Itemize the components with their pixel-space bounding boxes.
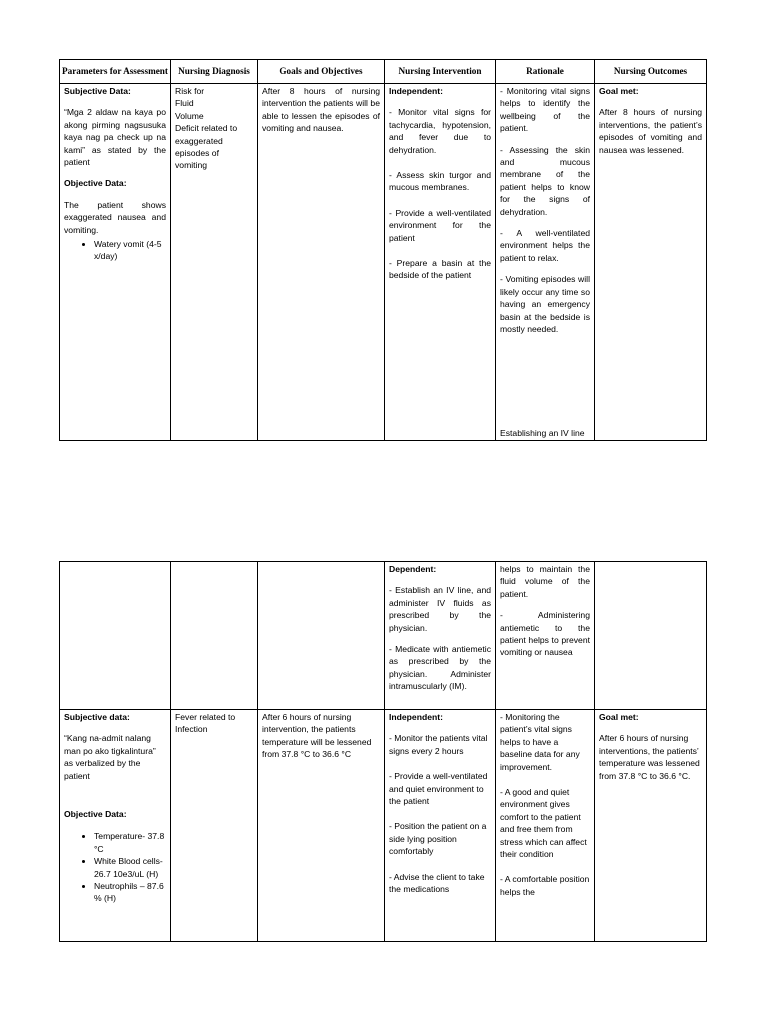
objective-bullet: • White Blood cells- 26.7 10e3/uL (H) [94, 855, 166, 880]
outcome-label: Goal met: [599, 712, 639, 722]
rationale-item: - Vomiting episodes will likely occur any time so having an emergency basin at the bedside is mostly needed. [500, 274, 590, 334]
intervention-cell [385, 84, 496, 441]
assessment-cell [60, 84, 171, 441]
outcome-text: After 6 hours of nursing interventions, the patients’ temperature was lessened from 37.8 °C to 36.6 °C. [599, 733, 700, 781]
empty-cell [258, 562, 385, 710]
objective-label: Objective Data: [64, 809, 127, 820]
outcome-label: Goal met: [599, 86, 639, 96]
rationale-item: - A good and quiet environment gives comfort to the patient and free them from stress which can affect their condition [500, 787, 587, 860]
intervention-label: Independent: [389, 86, 443, 96]
outcome-text: After 8 hours of nursing interventions, the patient’s episodes of vomiting and nausea was lessened. [599, 107, 702, 155]
care-plan-table-1 [59, 59, 707, 441]
rationale-cell [496, 710, 595, 942]
diagnosis-line: Volume [175, 110, 204, 121]
header-diagnosis: Nursing Diagnosis [171, 60, 258, 84]
diagnosis-line: Fluid [175, 98, 194, 109]
diagnosis-cell [171, 84, 258, 441]
header-rationale: Rationale [496, 60, 595, 84]
intervention-item: - Provide a well-ventilated and quiet environment to the patient [389, 771, 488, 807]
rationale-item: - Monitoring vital signs helps to identify the wellbeing of the patient. [500, 86, 590, 134]
outcome-cell [595, 710, 707, 942]
intervention-item: - Position the patient on a side lying position comfortably [389, 821, 487, 857]
goals-cell: After 6 hours of nursing intervention, the patients temperature will be lessened from 37.8 °C to 36.6 °C [258, 710, 385, 942]
table-row [60, 562, 707, 710]
rationale-item: - Monitoring the patient’s vital signs helps to have a baseline data for any improvement. [500, 712, 580, 772]
intervention-item: - Monitor the patients vital signs every 2 hours [389, 733, 488, 756]
rationale-item: - A well-ventilated environment helps the patient to relax. [500, 228, 590, 263]
objective-label: Objective Data: [64, 178, 127, 189]
intervention-item: - Provide a well-ventilated environment for the patient [389, 207, 491, 243]
dependent-cell [385, 562, 496, 710]
rationale-item: - Assessing the skin and mucous membrane of the patient helps to know for the signs of dehydration. [500, 144, 590, 217]
header-row [60, 60, 707, 84]
objective-bullet: • Watery vomit (4-5 x/day) [94, 238, 166, 263]
header-parameters: Parameters for Assessment [60, 60, 171, 84]
rationale-tail: Establishing an IV line [500, 427, 585, 438]
intervention-item: - Prepare a basin at the bedside of the patient [389, 258, 491, 281]
diagnosis-line: Deficit related to [175, 123, 238, 134]
assessment-cell [60, 710, 171, 942]
intervention-item: - Advise the client to take the medications [389, 871, 485, 895]
goals-cell: After 8 hours of nursing intervention the patients will be able to lessen the episodes of vomiting and nausea. [258, 84, 385, 441]
intervention-item: - Monitor vital signs for tachycardia, hypotension, and fever due to dehydration. [389, 107, 491, 155]
subjective-label: Subjective Data: [64, 86, 131, 96]
intervention-label: Independent: [389, 712, 443, 722]
subjective-text: “Kang na-admit nalang man po ako tigkalintura” as verbalized by the patient [64, 733, 156, 781]
header-intervention: Nursing Intervention [385, 60, 496, 84]
diagnosis-line: episodes of [175, 148, 219, 159]
empty-cell [171, 562, 258, 710]
diagnosis-line: vomiting [175, 160, 207, 171]
objective-bullet: • Neutrophils – 87.6 % (H) [94, 880, 166, 905]
diagnosis-line: Risk for [175, 86, 205, 96]
intervention-cell [385, 710, 496, 942]
header-outcomes: Nursing Outcomes [595, 60, 707, 84]
dependent-label: Dependent: [389, 564, 437, 574]
table-row [60, 84, 707, 441]
care-plan-table-2 [59, 561, 707, 942]
subjective-label: Subjective data: [64, 712, 130, 722]
rationale-item: helps to maintain the fluid volume of the patient. [500, 564, 590, 599]
objective-text: The patient shows exaggerated nausea and vomiting. [64, 199, 166, 235]
subjective-text: “Mga 2 aldaw na kaya po akong pirming nagsusuka kaya nag pa check up na kami” as stated by the patient [64, 107, 166, 168]
outcome-cell [595, 84, 707, 441]
rationale-cell [496, 562, 595, 710]
rationale-item: - Administering antiemetic to the patient helps to prevent vomiting or nausea [500, 610, 590, 658]
dependent-item: - Medicate with antiemetic as prescribed by the physician. Administer intramuscularly (IM). [389, 644, 491, 692]
empty-cell [60, 562, 171, 710]
dependent-item: - Establish an IV line, and administer IV fluids as prescribed by the physician. [389, 585, 491, 633]
rationale-cell [496, 84, 595, 441]
rationale-item: - A comfortable position helps the [500, 874, 590, 897]
empty-cell [595, 562, 707, 710]
diagnosis-line: exaggerated [175, 135, 223, 146]
table-row [60, 710, 707, 942]
objective-bullet: • Temperature- 37.8 °C [94, 830, 166, 855]
intervention-item: - Assess skin turgor and mucous membranes. [389, 170, 491, 193]
diagnosis-cell: Fever related to Infection [171, 710, 258, 942]
header-goals: Goals and Objectives [258, 60, 385, 84]
